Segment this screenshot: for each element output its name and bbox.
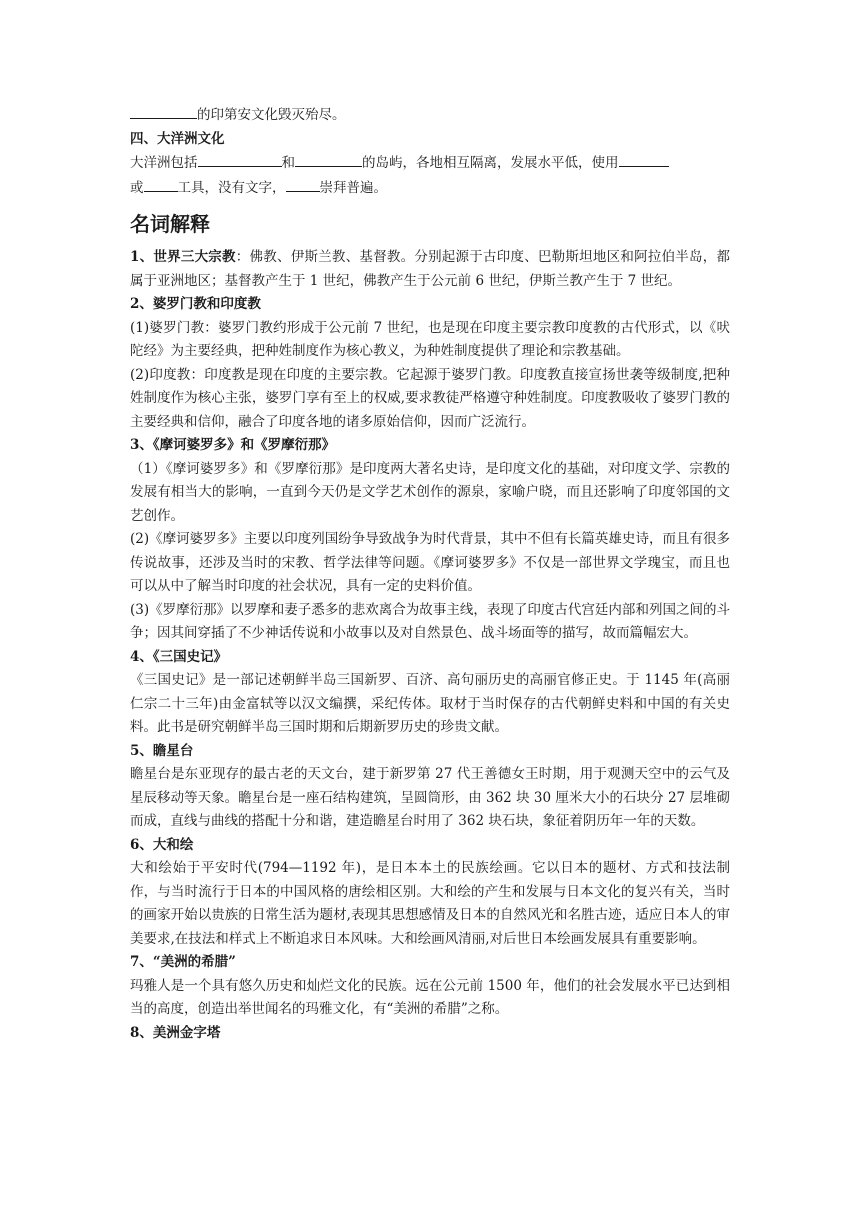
entry-2-para-1: (1)婆罗门教：婆罗门教约形成于公元前 7 世纪，也是现在印度主要宗教印度教的古代形式，以《吠陀经》为主要经典，把种姓制度作为核心教义，为种姓制度提供了理论和宗教基础。	[130, 319, 730, 359]
entry-title: 1、世界三大宗教	[130, 249, 236, 265]
fill-blank	[286, 176, 320, 192]
entry-5-title: 5、瞻星台	[130, 742, 194, 759]
fill-blank	[198, 151, 282, 167]
entry-3-para-1: （1）《摩诃婆罗多》和《罗摩衍那》是印度两大著名史诗，是印度文化的基础，对印度文学、宗教的发展有相当大的影响，一直到今天仍是文学艺术创作的源泉，家喻户晓，而且还影响了印度邻国的文艺创作。	[130, 460, 730, 524]
entry-3-para-2: (2)《摩诃婆罗多》主要以印度列国纷争导致战争为时代背景，其中不但有长篇英雄史诗，而且有很多传说故事，还涉及当时的宋教、哲学法律等问题。《摩诃婆罗多》不仅是一部世界文学瑰宝，而且也可以从中了解当时印度的社会状况，具有一定的史料价值。	[130, 531, 730, 594]
entry-3-para-3: (3)《罗摩衍那》以罗摩和妻子悉多的悲欢离合为故事主线，表现了印度古代宫廷内部和列国之间的斗争；因其间穿插了不少神话传说和小故事以及对自然景色、战斗场面等的描写，故而篇幅宏大。	[130, 601, 730, 641]
entry-3-title: 3、《摩诃婆罗多》和《罗摩衍那》	[130, 437, 336, 453]
oceania-paragraph: 大洋洲包括 和 的岛屿，各地相互隔离，发展水平低，使用 或 工具，没有文字， 崇拜普遍。	[130, 151, 730, 200]
entry-4-title: 4、《三国史记》	[130, 648, 228, 665]
section-4-title: 四、大洋洲文化	[130, 130, 225, 147]
entry-6-para-1: 大和绘始于平安时代(794—1192 年)，是日本本土的民族绘画。它以日本的题材、方式和技法制作，与当时流行于日本的中国风格的唐绘相区别。大和绘的产生和发展与日本文化的复兴有关，当时的画家开始以贵族的日常生活为题材,表现其思想感情及日本的自然风光和名胜古迹，适应日本人的审美要求,在技法和样式上不断追求日本风味。大和绘画风清丽,对后世日本绘画发展具有重要影响。	[130, 860, 730, 947]
line-fill-blank-1	[130, 103, 730, 128]
fill-blank	[295, 151, 362, 167]
entry-6-title: 6、大和绘	[130, 836, 194, 853]
entry-2-para-2: (2)印度教：印度教是现在印度的主要宗教。它起源于婆罗门教。印度教直接宣扬世袭等级制度,把种姓制度作为核心主张，婆罗门享有至上的权威,要求教徒严格遵守种姓制度。印度教吸收了婆罗门教的主要经典和信仰，融合了印度各地的诸多原始信仰，因而广泛流行。	[130, 366, 730, 430]
entry-7-title: 7、“美洲的希腊”	[130, 954, 236, 970]
entry-2-title: 2、婆罗门教和印度教	[130, 296, 261, 312]
fill-blank	[130, 103, 197, 119]
section-heading: 名词解释	[130, 212, 210, 236]
fill-blank	[619, 151, 669, 167]
text: 的印第安文化毁灭殆尽。	[197, 107, 346, 123]
entry-5-para-1: 瞻星台是东亚现存的最古老的天文台，建于新罗第 27 代王善德女王时期，用于观测天空中的云气及星辰移动等天象。瞻星台是一座石结构建筑，呈圆筒形，由 362 块 30 厘米大小的石块分 27 层堆砌而成，直线与曲线的搭配十分和谐，建造瞻星台时用了 362 块石块，象征着阴历年一年的天数。	[130, 766, 730, 829]
entry-8-title: 8、美洲金字塔	[130, 1024, 221, 1041]
entry-4-para-1: 《三国史记》是一部记述朝鲜半岛三国新罗、百济、高句丽历史的高丽官修正史。于 1145 年(高丽仁宗二十三年)由金富轼等以汉文编撰，采纪传体。取材于当时保存的古代朝鲜史料和中国的有关史料。此书是研究朝鲜半岛三国时期和后期新罗历史的珍贵文献。	[130, 672, 730, 735]
entry-1: 1、世界三大宗教：佛教、伊斯兰教、基督教。分别起源于古印度、巴勒斯坦地区和阿拉伯半岛，都属于亚洲地区；基督教产生于 1 世纪，佛教产生于公元前 6 世纪，伊斯兰教产生于 7 世纪。	[130, 249, 730, 289]
fill-blank	[144, 176, 178, 192]
entry-7-para-1: 玛雅人是一个具有悠久历史和灿烂文化的民族。远在公元前 1500 年，他们的社会发展水平已达到相当的高度，创造出举世闻名的玛雅文化，有“美洲的希腊”之称。	[130, 977, 730, 1017]
document-page	[130, 103, 730, 1045]
